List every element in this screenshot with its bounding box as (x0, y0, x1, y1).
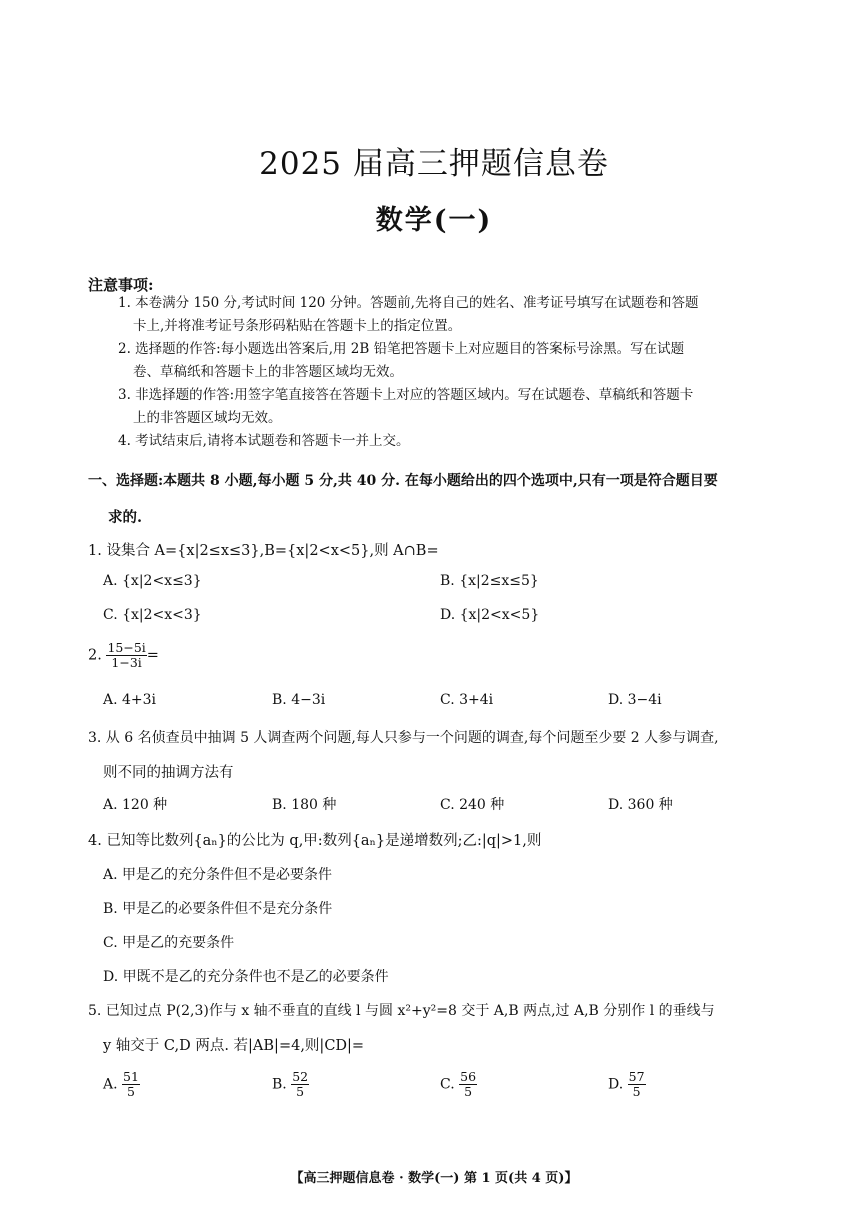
q2-denominator: 1−3i (111, 655, 142, 670)
page-footer: 【高三押题信息卷 · 数学(一) 第 1 页(共 4 页)】 (290, 1171, 578, 1186)
q5-option-c-fraction (459, 1070, 477, 1099)
exam-title: 2025 届高三押题信息卷 (259, 146, 609, 182)
notice-item-1-cont: 卡上,并将准考证号条形码粘贴在答题卡上的指定位置。 (133, 318, 462, 334)
q5-option-b (272, 1070, 309, 1099)
q5-option-a-label: A. (103, 1076, 118, 1093)
section-heading-cont: 求的. (108, 509, 143, 526)
q5-option-a-numerator: 51 (123, 1069, 139, 1084)
q2-fraction (106, 641, 146, 670)
question-3-stem: 3. 从 6 名侦查员中抽调 5 人调查两个问题,每人只参与一个问题的调查,每个问题至少要 2 人参与调查, (88, 730, 719, 746)
question-3-stem-cont: 则不同的抽调方法有 (103, 765, 234, 781)
q5-option-d (608, 1070, 646, 1099)
question-2-stem (88, 641, 159, 670)
q3-option-a: A. 120 种 (103, 797, 168, 813)
notice-item-1: 1. 本卷满分 150 分,考试时间 120 分钟。答题前,先将自己的姓名、准考证号填写在试题卷和答题 (118, 295, 699, 311)
q5-option-a-fraction (122, 1070, 140, 1099)
notice-item-3: 3. 非选择题的作答:用签字笔直接答在答题卡上对应的答题区域内。写在试题卷、草稿纸和答题卡 (118, 387, 694, 403)
q4-option-d: D. 甲既不是乙的充分条件也不是乙的必要条件 (103, 969, 389, 985)
q2-option-a: A. 4+3i (103, 692, 157, 708)
q1-option-b: B. {x|2≤x≤5} (440, 573, 539, 589)
q5-option-d-label: D. (608, 1076, 624, 1093)
q5-option-b-numerator: 52 (292, 1069, 309, 1084)
q2-option-d: D. 3−4i (608, 692, 662, 708)
q5-option-a (103, 1070, 140, 1099)
q4-option-b: B. 甲是乙的必要条件但不是充分条件 (103, 901, 333, 917)
q5-option-b-fraction (291, 1070, 309, 1099)
question-5-stem-cont: y 轴交于 C,D 两点. 若|AB|=4,则|CD|= (103, 1038, 365, 1054)
q1-option-c: C. {x|2<x<3} (103, 607, 202, 623)
notice-item-2-cont: 卷、草稿纸和答题卡上的非答题区域均无效。 (133, 364, 403, 380)
q5-option-c (440, 1070, 477, 1099)
notice-item-3-cont: 上的非答题区域均无效。 (133, 410, 282, 426)
q5-option-c-denominator: 5 (464, 1084, 473, 1099)
q2-option-b: B. 4−3i (272, 692, 326, 708)
q3-option-b: B. 180 种 (272, 797, 337, 813)
section-heading: 一、选择题:本题共 8 小题,每小题 5 分,共 40 分. 在每小题给出的四个选项中,只有一项是符合题目要 (88, 473, 718, 489)
q5-option-a-denominator: 5 (126, 1084, 135, 1099)
q1-option-a: A. {x|2<x≤3} (103, 573, 202, 589)
q2-numerator: 15−5i (107, 640, 146, 655)
question-4-stem: 4. 已知等比数列{aₙ}的公比为 q,甲:数列{aₙ}是递增数列;乙:|q|>1,则 (88, 833, 542, 849)
notice-item-4: 4. 考试结束后,请将本试题卷和答题卡一并上交。 (118, 433, 410, 449)
q5-option-b-label: B. (272, 1076, 287, 1093)
notice-item-2: 2. 选择题的作答:每小题选出答案后,用 2B 铅笔把答题卡上对应题目的答案标号涂黑。写在试题 (118, 341, 685, 357)
q1-option-d: D. {x|2<x<5} (440, 607, 540, 623)
q5-option-c-numerator: 56 (460, 1069, 477, 1084)
q2-number: 2. (88, 647, 102, 664)
q2-option-c: C. 3+4i (440, 692, 494, 708)
q5-option-d-denominator: 5 (632, 1084, 641, 1099)
q2-equals: = (146, 647, 159, 664)
q4-option-c: C. 甲是乙的充要条件 (103, 935, 235, 951)
exam-subtitle: 数学(一) (375, 205, 493, 236)
question-5-stem: 5. 已知过点 P(2,3)作与 x 轴不垂直的直线 l 与圆 x²+y²=8 交于 A,B 两点,过 A,B 分别作 l 的垂线与 (88, 1003, 715, 1019)
question-1-stem: 1. 设集合 A={x|2≤x≤3},B={x|2<x<5},则 A∩B= (88, 543, 439, 559)
q3-option-c: C. 240 种 (440, 797, 505, 813)
q5-option-d-fraction (628, 1070, 646, 1099)
q4-option-a: A. 甲是乙的充分条件但不是必要条件 (103, 867, 333, 883)
notice-heading: 注意事项: (88, 276, 154, 294)
q5-option-c-label: C. (440, 1076, 455, 1093)
q5-option-b-denominator: 5 (296, 1084, 305, 1099)
q3-option-d: D. 360 种 (608, 797, 673, 813)
q5-option-d-numerator: 57 (628, 1069, 645, 1084)
